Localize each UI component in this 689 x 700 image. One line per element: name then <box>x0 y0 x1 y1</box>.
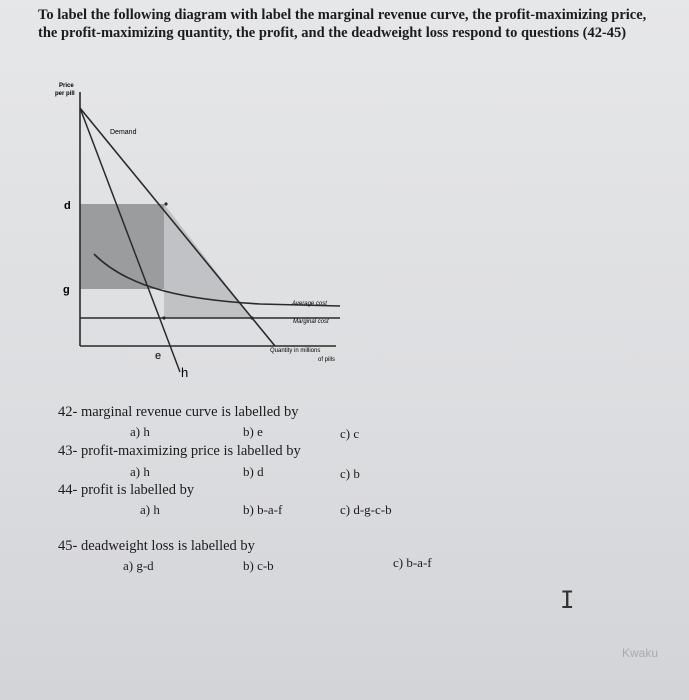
point-marker <box>162 316 165 319</box>
label-h: h <box>181 365 189 380</box>
marginal-cost-label: Marginal cost <box>293 319 329 325</box>
q43-option-a[interactable]: a) h <box>130 464 150 479</box>
q42-option-b[interactable]: b) e <box>243 424 263 439</box>
q44-option-b[interactable]: b) b-a-f <box>243 502 283 517</box>
q45-option-a[interactable]: a) g-d <box>123 558 154 573</box>
header-line-2: the profit-maximizing quantity, the profit, and the deadweight loss respond to questions (42-45) <box>38 25 627 41</box>
header-line-1: To label the following diagram with label the marginal revenue curve, the profit-maximizing price, <box>38 7 647 23</box>
demand-label: Demand <box>110 129 137 136</box>
q44-option-c[interactable]: c) d-g-c-b <box>340 502 392 517</box>
q43-option-c[interactable]: c) b <box>340 466 360 481</box>
q44-option-a[interactable]: a) h <box>140 502 160 517</box>
y-axis-label-2: per pill <box>55 91 75 97</box>
label-g: g <box>63 284 70 296</box>
point-marker <box>164 202 167 205</box>
watermark: Kwaku <box>622 646 659 660</box>
profit-area <box>80 204 164 289</box>
q45-option-b[interactable]: b) c-b <box>243 558 274 573</box>
label-d: d <box>64 200 71 212</box>
question-43: 43- profit-maximizing price is labelled by <box>58 443 301 459</box>
average-cost-label: Average cost <box>292 301 327 307</box>
q45-option-c[interactable]: c) b-a-f <box>393 555 432 570</box>
label-e: e <box>155 350 162 362</box>
question-42: 42- marginal revenue curve is labelled by <box>58 404 299 420</box>
q43-option-b[interactable]: b) d <box>243 464 264 479</box>
text-cursor-icon: I <box>560 586 575 614</box>
y-axis-label: Price <box>59 83 74 89</box>
point-marker <box>250 316 253 319</box>
x-axis-label: Quantity in millions <box>270 348 321 354</box>
q42-option-c[interactable]: c) c <box>340 426 360 441</box>
question-44: 44- profit is labelled by <box>58 482 195 498</box>
question-45: 45- deadweight loss is labelled by <box>58 538 255 554</box>
q42-option-a[interactable]: a) h <box>130 424 150 439</box>
x-axis-label-2: of pills <box>318 357 336 363</box>
